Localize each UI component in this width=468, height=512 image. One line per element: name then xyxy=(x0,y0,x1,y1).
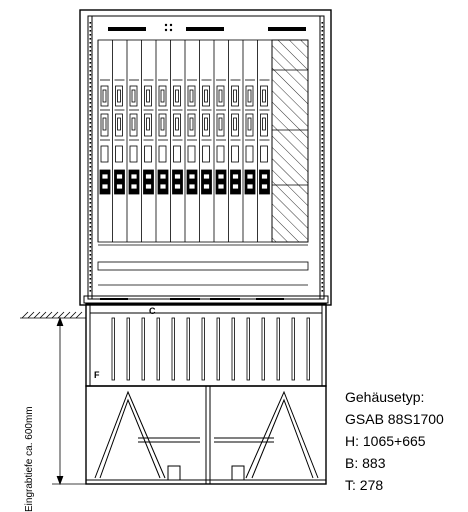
rail-hole xyxy=(322,190,324,192)
rail-hole xyxy=(90,38,92,40)
rail-hole xyxy=(322,194,324,196)
rail-hole xyxy=(322,258,324,260)
fuse-holder-upper xyxy=(174,86,181,106)
base-rib xyxy=(127,318,130,380)
fuse-holder-middle xyxy=(261,114,268,136)
terminal-screw xyxy=(175,184,181,189)
terminal-screw xyxy=(233,184,239,189)
fuse-holder-middle xyxy=(145,114,152,136)
rail-hole xyxy=(322,218,324,220)
rail-hole xyxy=(90,118,92,120)
fuse-holder-upper xyxy=(145,86,152,106)
fuse-holder-middle xyxy=(232,114,239,136)
housing-type-label: Gehäusetyp: xyxy=(345,389,425,405)
ground-hatch-line xyxy=(70,312,76,318)
rail-hole xyxy=(322,278,324,280)
rail-hole xyxy=(90,182,92,184)
terminal-screw xyxy=(204,184,210,189)
base-ribs xyxy=(112,318,310,380)
rail-hole xyxy=(90,218,92,220)
fuse-insert xyxy=(147,118,150,130)
rail-hole xyxy=(322,274,324,276)
terminal-screw xyxy=(189,184,195,189)
rail-hole xyxy=(90,78,92,80)
base-rib xyxy=(112,318,115,380)
terminal-screw xyxy=(117,174,123,179)
rail-hole xyxy=(322,118,324,120)
fuse-holder-middle xyxy=(188,114,195,136)
rail-hole xyxy=(90,98,92,100)
fuse-holder-lower xyxy=(246,146,253,162)
terminal-screw xyxy=(218,174,224,179)
rail-hole xyxy=(90,74,92,76)
terminal-screw xyxy=(117,184,123,189)
rail-hole xyxy=(90,102,92,104)
rail-hole xyxy=(90,202,92,204)
rail-hole xyxy=(322,22,324,24)
rail-hole xyxy=(322,142,324,144)
rail-hole xyxy=(322,82,324,84)
rail-hole xyxy=(322,158,324,160)
rail-hole xyxy=(90,242,92,244)
fuse-insert xyxy=(161,90,164,102)
terminal-screw xyxy=(160,184,166,189)
rail-hole xyxy=(322,94,324,96)
ground-hatch-line xyxy=(28,312,34,318)
ground-hatch-line xyxy=(46,312,52,318)
fuse-holder-middle xyxy=(130,114,137,136)
rail-hole xyxy=(322,70,324,72)
rail-hole xyxy=(322,58,324,60)
rail-hole xyxy=(322,146,324,148)
rail-hole xyxy=(90,174,92,176)
rail-hole xyxy=(322,54,324,56)
fuse-insert xyxy=(263,118,266,130)
height-value: H: 1065+665 xyxy=(345,433,426,449)
rail-hole xyxy=(90,126,92,128)
rail-hole xyxy=(322,198,324,200)
rail-hole xyxy=(322,174,324,176)
fuse-insert xyxy=(190,118,193,130)
rail-hole xyxy=(90,278,92,280)
rail-hole xyxy=(322,186,324,188)
blank-panel-hatched xyxy=(272,40,308,242)
base-underground xyxy=(86,386,326,484)
fuse-holder-upper xyxy=(232,86,239,106)
rail-hole xyxy=(322,266,324,268)
rail-hole xyxy=(322,38,324,40)
fuse-holder-lower xyxy=(116,146,123,162)
fuse-insert xyxy=(205,90,208,102)
fuse-holder-middle xyxy=(101,114,108,136)
rail-hole xyxy=(322,90,324,92)
fuse-insert xyxy=(103,118,106,130)
terminal-screw xyxy=(233,174,239,179)
terminal-screw xyxy=(262,184,268,189)
fuse-holder-lower xyxy=(232,146,239,162)
rail-hole xyxy=(90,26,92,28)
rail-hole xyxy=(322,50,324,52)
rail-hole xyxy=(322,134,324,136)
fuse-holder-upper xyxy=(130,86,137,106)
rail-hole xyxy=(322,34,324,36)
rail-hole xyxy=(322,166,324,168)
rail-hole xyxy=(322,138,324,140)
rail-hole xyxy=(90,30,92,32)
top-slots xyxy=(108,24,306,31)
fuse-insert xyxy=(234,118,237,130)
fuse-insert xyxy=(190,90,193,102)
rail-hole xyxy=(90,54,92,56)
fuse-insert xyxy=(205,118,208,130)
fuse-holder-upper xyxy=(159,86,166,106)
cabinet-base xyxy=(86,304,326,386)
specification-block xyxy=(345,386,444,496)
rail-hole xyxy=(90,138,92,140)
fuse-holder-lower xyxy=(217,146,224,162)
rail-hole xyxy=(322,182,324,184)
rail-hole xyxy=(322,86,324,88)
rail-hole xyxy=(90,178,92,180)
base-rib xyxy=(172,318,175,380)
terminal-screw xyxy=(189,174,195,179)
rail-hole xyxy=(90,86,92,88)
base-rib xyxy=(217,318,220,380)
fuse-insert xyxy=(263,90,266,102)
rail-hole xyxy=(322,206,324,208)
fuse-holder-upper xyxy=(261,86,268,106)
base-rib xyxy=(307,318,310,380)
terminal-screw xyxy=(131,174,137,179)
fuse-insert xyxy=(118,118,121,130)
fuse-insert xyxy=(161,118,164,130)
rail-hole xyxy=(322,226,324,228)
terminal-screw xyxy=(102,174,108,179)
rail-hole xyxy=(90,214,92,216)
rail-hole xyxy=(90,134,92,136)
rail-hole xyxy=(322,122,324,124)
rail-hole xyxy=(90,110,92,112)
terminal-screw xyxy=(218,184,224,189)
width-value: B: 883 xyxy=(345,455,386,471)
terminal-screw xyxy=(146,174,152,179)
rail-hole xyxy=(90,270,92,272)
fuse-holder-middle xyxy=(159,114,166,136)
ground-hatch-line xyxy=(76,312,82,318)
rail-hole xyxy=(90,170,92,172)
rail-hole xyxy=(90,82,92,84)
rail-hole xyxy=(90,90,92,92)
rail-hole xyxy=(322,214,324,216)
rail-hole xyxy=(322,242,324,244)
rail-hole xyxy=(322,98,324,100)
fuse-holder-lower xyxy=(130,146,137,162)
fuse-insert xyxy=(132,90,135,102)
fuse-insert xyxy=(248,90,251,102)
dimension-label: Eingrabtiefe ca. 600mm xyxy=(24,406,35,512)
rail-hole xyxy=(322,238,324,240)
rail-hole xyxy=(90,50,92,52)
fuse-insert xyxy=(248,118,251,130)
rail-hole xyxy=(90,166,92,168)
ground-hatch-line xyxy=(58,312,64,318)
rail-hole xyxy=(90,234,92,236)
rail-hole xyxy=(90,254,92,256)
fuse-insert xyxy=(118,90,121,102)
fuse-insert xyxy=(132,118,135,130)
rail-hole xyxy=(322,262,324,264)
rail-hole xyxy=(90,22,92,24)
rail-hole xyxy=(322,102,324,104)
ground-hatch-line xyxy=(52,312,58,318)
rail-hole xyxy=(90,186,92,188)
rail-hole xyxy=(322,202,324,204)
fuse-insert xyxy=(103,90,106,102)
rail-hole xyxy=(322,130,324,132)
base-rib xyxy=(202,318,205,380)
rail-hole xyxy=(90,42,92,44)
rail-hole xyxy=(90,114,92,116)
rail-hole xyxy=(322,78,324,80)
fuse-holder-middle xyxy=(116,114,123,136)
fuse-holder-middle xyxy=(174,114,181,136)
fuse-holder-middle xyxy=(217,114,224,136)
rail-hole xyxy=(90,250,92,252)
rail-hole xyxy=(322,170,324,172)
rail-hole xyxy=(90,122,92,124)
rail-hole xyxy=(322,110,324,112)
rail-hole xyxy=(322,282,324,284)
rail-hole xyxy=(322,154,324,156)
fuse-holder-upper xyxy=(217,86,224,106)
rail-hole xyxy=(322,126,324,128)
fuse-holder-upper xyxy=(101,86,108,106)
rail-hole xyxy=(90,226,92,228)
fuse-insert xyxy=(176,90,179,102)
base-rib xyxy=(157,318,160,380)
ground-hatch-line xyxy=(64,312,70,318)
rail-hole xyxy=(322,74,324,76)
rail-hole xyxy=(90,206,92,208)
terminal-screw xyxy=(262,174,268,179)
rail-hole xyxy=(90,106,92,108)
rail-hole xyxy=(322,254,324,256)
rail-hole xyxy=(322,234,324,236)
rail-hole xyxy=(322,222,324,224)
rail-hole xyxy=(90,146,92,148)
terminal-screw xyxy=(146,184,152,189)
rail-hole xyxy=(322,106,324,108)
fuse-holder-middle xyxy=(246,114,253,136)
fuse-columns xyxy=(98,40,272,242)
rail-hole xyxy=(90,238,92,240)
terminal-screw xyxy=(247,174,253,179)
rail-hole xyxy=(90,246,92,248)
rail-hole xyxy=(90,266,92,268)
terminal-screw xyxy=(131,184,137,189)
rail-hole xyxy=(322,178,324,180)
fuse-holder-lower xyxy=(188,146,195,162)
rail-hole xyxy=(322,114,324,116)
fuse-insert xyxy=(147,90,150,102)
rail-hole xyxy=(90,158,92,160)
fuse-insert xyxy=(219,90,222,102)
terminal-screw xyxy=(175,174,181,179)
fuse-holder-lower xyxy=(101,146,108,162)
rail-hole xyxy=(322,66,324,68)
fuse-insert xyxy=(219,118,222,130)
rail-hole xyxy=(90,34,92,36)
fuse-holder-upper xyxy=(116,86,123,106)
base-rib xyxy=(292,318,295,380)
ground-hatch-line xyxy=(22,312,28,318)
depth-value: T: 278 xyxy=(345,477,384,493)
rail-hole xyxy=(90,290,92,292)
rail-hole xyxy=(90,154,92,156)
rail-hole xyxy=(90,286,92,288)
terminal-screw xyxy=(160,174,166,179)
rail-hole xyxy=(90,150,92,152)
rail-hole xyxy=(90,198,92,200)
rail-hole xyxy=(322,286,324,288)
base-rib xyxy=(247,318,250,380)
rail-hole xyxy=(322,26,324,28)
rail-hole xyxy=(90,70,92,72)
rail-hole xyxy=(90,194,92,196)
rail-hole xyxy=(322,250,324,252)
rail-hole xyxy=(90,162,92,164)
mark-f: F xyxy=(94,370,100,380)
rail-hole xyxy=(90,282,92,284)
base-rib xyxy=(142,318,145,380)
mark-c: C xyxy=(149,306,156,316)
rail-hole xyxy=(90,258,92,260)
base-rib xyxy=(277,318,280,380)
base-rib xyxy=(232,318,235,380)
fuse-holder-lower xyxy=(203,146,210,162)
base-rib xyxy=(262,318,265,380)
fuse-holder-middle xyxy=(203,114,210,136)
fuse-holder-upper xyxy=(188,86,195,106)
terminal-screw xyxy=(102,184,108,189)
terminal-screw xyxy=(204,174,210,179)
rail-hole xyxy=(322,230,324,232)
rail-hole xyxy=(322,290,324,292)
rail-hole xyxy=(90,94,92,96)
rail-hole xyxy=(322,30,324,32)
model-number: GSAB 88S1700 xyxy=(345,411,444,427)
rail-hole xyxy=(90,142,92,144)
rail-hole xyxy=(90,66,92,68)
rail-hole xyxy=(90,46,92,48)
rail-hole xyxy=(90,58,92,60)
rail-hole xyxy=(90,62,92,64)
fuse-holder-upper xyxy=(203,86,210,106)
rail-hole xyxy=(322,210,324,212)
fuse-holder-lower xyxy=(174,146,181,162)
rail-hole xyxy=(90,230,92,232)
rail-hole xyxy=(322,246,324,248)
rail-hole xyxy=(322,46,324,48)
base-rib xyxy=(187,318,190,380)
rail-hole xyxy=(90,130,92,132)
rail-hole xyxy=(90,274,92,276)
rail-hole xyxy=(322,62,324,64)
rail-hole xyxy=(322,162,324,164)
ground-hatch-line xyxy=(34,312,40,318)
rail-hole xyxy=(322,270,324,272)
rail-hole xyxy=(90,190,92,192)
fuse-holder-upper xyxy=(246,86,253,106)
rail-hole xyxy=(90,222,92,224)
ground-hatch-line xyxy=(40,312,46,318)
terminal-screw xyxy=(247,184,253,189)
rail-hole xyxy=(90,262,92,264)
rail-hole xyxy=(322,42,324,44)
fuse-holder-lower xyxy=(159,146,166,162)
rail-hole xyxy=(90,210,92,212)
fuse-holder-lower xyxy=(261,146,268,162)
rail-hole xyxy=(322,150,324,152)
fuse-insert xyxy=(234,90,237,102)
fuse-insert xyxy=(176,118,179,130)
fuse-holder-lower xyxy=(145,146,152,162)
